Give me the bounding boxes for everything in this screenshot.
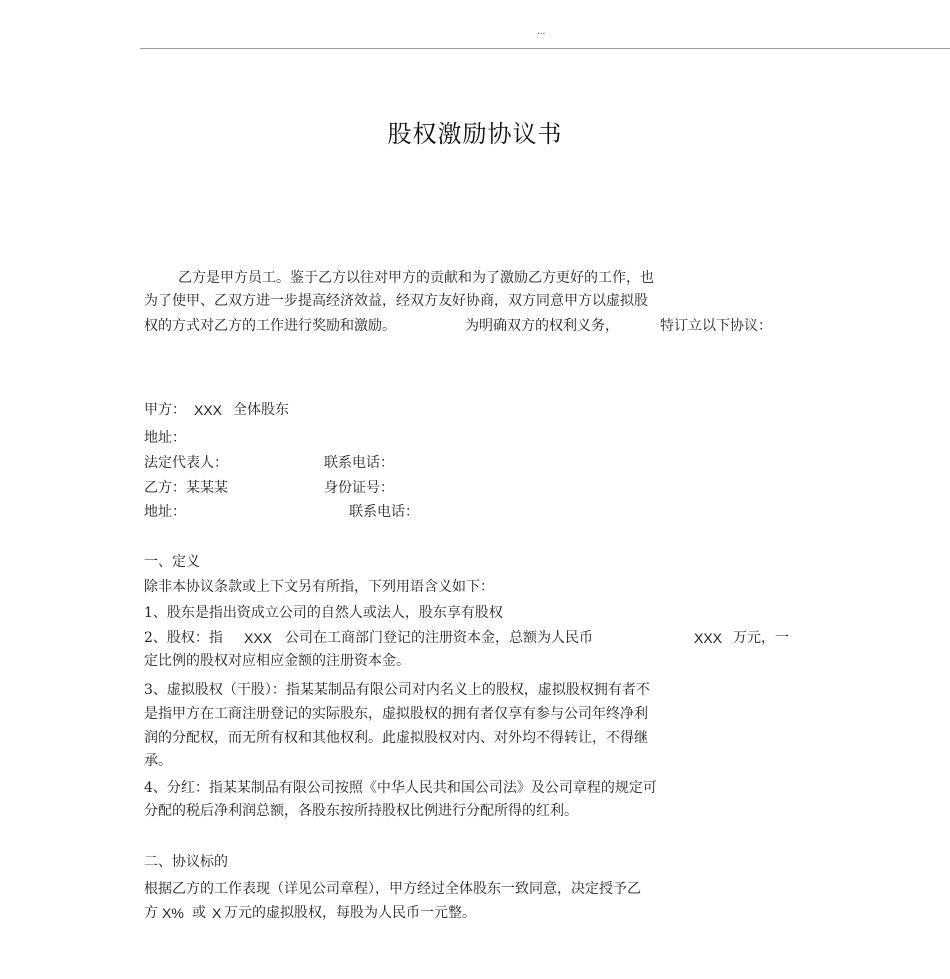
section2-line-2e: 万元的虚拟股权，每股为人民币一元整。: [224, 905, 476, 921]
definition-item-2-line2: 定比例的股权对应相应金额的注册资本金。: [144, 653, 410, 669]
section1-intro: 除非本协议条款或上下文另有所指，下列用语含义如下：: [144, 579, 494, 595]
document-title: 股权激励协议书: [387, 120, 563, 148]
address2-label: 地址：: [144, 504, 186, 520]
definition-item-2c: 公司在工商部门登记的注册资本金，总额为人民币: [285, 630, 593, 646]
definition-item-4-line1: 4、分红：指某某制品有限公司按照《中华人民共和国公司法》及公司章程的规定可: [144, 780, 657, 796]
section2-line-2d: X: [212, 905, 222, 921]
section1-heading: 一、定义: [144, 554, 200, 570]
party-a-suffix: 全体股东: [233, 402, 289, 418]
definition-item-1: 1、股东是指出资成立公司的自然人或法人，股东享有股权: [144, 605, 503, 621]
definition-item-2a: 2、股权：指: [144, 630, 223, 646]
party-a-value: XXX: [194, 402, 223, 418]
section2-line-2c: 或: [192, 905, 206, 921]
party-a-label: 甲方：: [144, 402, 186, 418]
id-label: 身份证号：: [324, 480, 394, 496]
section2-line-2b: X%: [162, 905, 184, 921]
definition-item-3-line3: 润的分配权，而无所有权和其他权利。此虚拟股权对内、对外均不得转让，不得继: [144, 730, 648, 746]
header-divider: [140, 48, 950, 49]
definition-item-3-line2: 是指甲方在工商注册登记的实际股东，虚拟股权的拥有者仅享有参与公司年终净利: [144, 706, 648, 722]
definition-item-2d: XXX: [694, 630, 723, 646]
address-label: 地址：: [144, 430, 186, 446]
contact2-label: 联系电话：: [349, 504, 419, 520]
definition-item-2b: XXX: [244, 630, 273, 646]
preamble-line-2: 为了使甲、乙双方进一步提高经济效益，经双方友好协商，双方同意甲方以虚拟股: [144, 293, 648, 309]
preamble-line-1: 乙方是甲方员工。鉴于乙方以往对甲方的贡献和为了激励乙方更好的工作，也: [178, 270, 654, 286]
section2-line-2a: 方: [144, 905, 158, 921]
preamble-line-3c: 特订立以下协议：: [660, 318, 772, 334]
legal-rep-label: 法定代表人：: [144, 455, 228, 471]
definition-item-3-line4: 承。: [144, 753, 172, 769]
preamble-line-3a: 权的方式对乙方的工作进行奖励和激励。: [144, 318, 396, 334]
definition-item-3-line1: 3、虚拟股权（干股）：指某某制品有限公司对内名义上的股权，虚拟股权拥有者不: [144, 682, 650, 698]
header-mark: ...: [537, 26, 546, 37]
preamble-line-3b: 为明确双方的权利义务，: [465, 318, 619, 334]
definition-item-4-line2: 分配的税后净利润总额，各股东按所持股权比例进行分配所得的红利。: [144, 803, 578, 819]
section2-heading: 二、协议标的: [144, 854, 228, 870]
definition-item-2e: 万元，一: [733, 630, 789, 646]
party-b-label: 乙方：某某某: [144, 480, 228, 496]
section2-line-1: 根据乙方的工作表现（详见公司章程），甲方经过全体股东一致同意，决定授予乙: [144, 881, 641, 897]
contact-label: 联系电话：: [324, 455, 394, 471]
